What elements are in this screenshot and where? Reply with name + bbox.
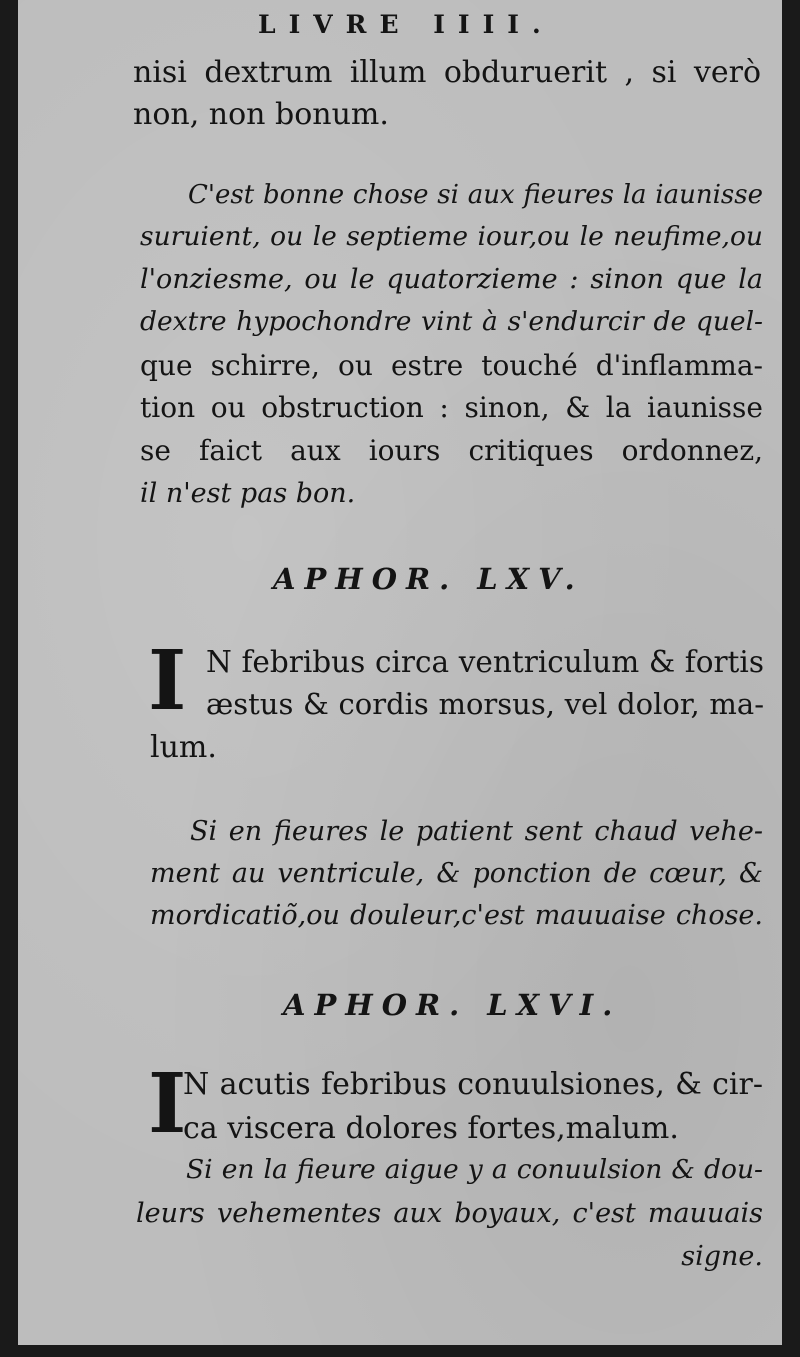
text-line: leurs vehementes aux boyaux, c'est mauuais [136, 1198, 763, 1229]
book-page [18, 0, 782, 1345]
text-line: N acutis febribus conuulsiones, & cir- [183, 1067, 763, 1102]
text-line: mordicatiõ,ou douleur,c'est mauuaise chose. [150, 900, 763, 931]
text-line: dextre hypochondre vint à s'endurcir de quel- [140, 306, 763, 337]
aphorism-heading: APHOR. LXV. [273, 562, 584, 596]
text-line: lum. [150, 730, 217, 765]
text-line: il n'est pas bon. [140, 478, 356, 509]
drop-cap: I [148, 1056, 187, 1152]
text-line: N febribus circa ventriculum & fortis [206, 645, 764, 679]
text-line: non, non bonum. [133, 97, 389, 132]
drop-cap: I [148, 633, 187, 729]
text-line: æstus & cordis morsus, vel dolor, ma- [206, 687, 764, 721]
text-line: Si en fieures le patient sent chaud vehe- [190, 816, 763, 847]
text-line: que schirre, ou estre touché d'inflamma- [140, 349, 763, 382]
text-line: C'est bonne chose si aux fieures la iaunisse [188, 180, 763, 210]
text-line: se faict aux iours critiques ordonnez, [140, 434, 763, 467]
running-head: LIVRE IIII. [258, 10, 554, 39]
text-line: ment au ventricule, & ponction de cœur, & [150, 858, 763, 889]
text-line: tion ou obstruction : sinon, & la iaunisse [140, 391, 763, 424]
text-line: nisi dextrum illum obduruerit , si verò [133, 55, 761, 90]
text-line: Si en la fieure aigue y a conuulsion & dou- [186, 1154, 763, 1185]
aphorism-heading: APHOR. LXVI. [283, 988, 622, 1022]
text-line: l'onziesme, ou le quatorzieme : sinon que la [140, 264, 763, 295]
text-line: suruient, ou le septieme iour,ou le neufime,ou [140, 221, 763, 252]
text-line: signe. [681, 1241, 763, 1272]
text-line: ca viscera dolores fortes,malum. [183, 1111, 679, 1146]
